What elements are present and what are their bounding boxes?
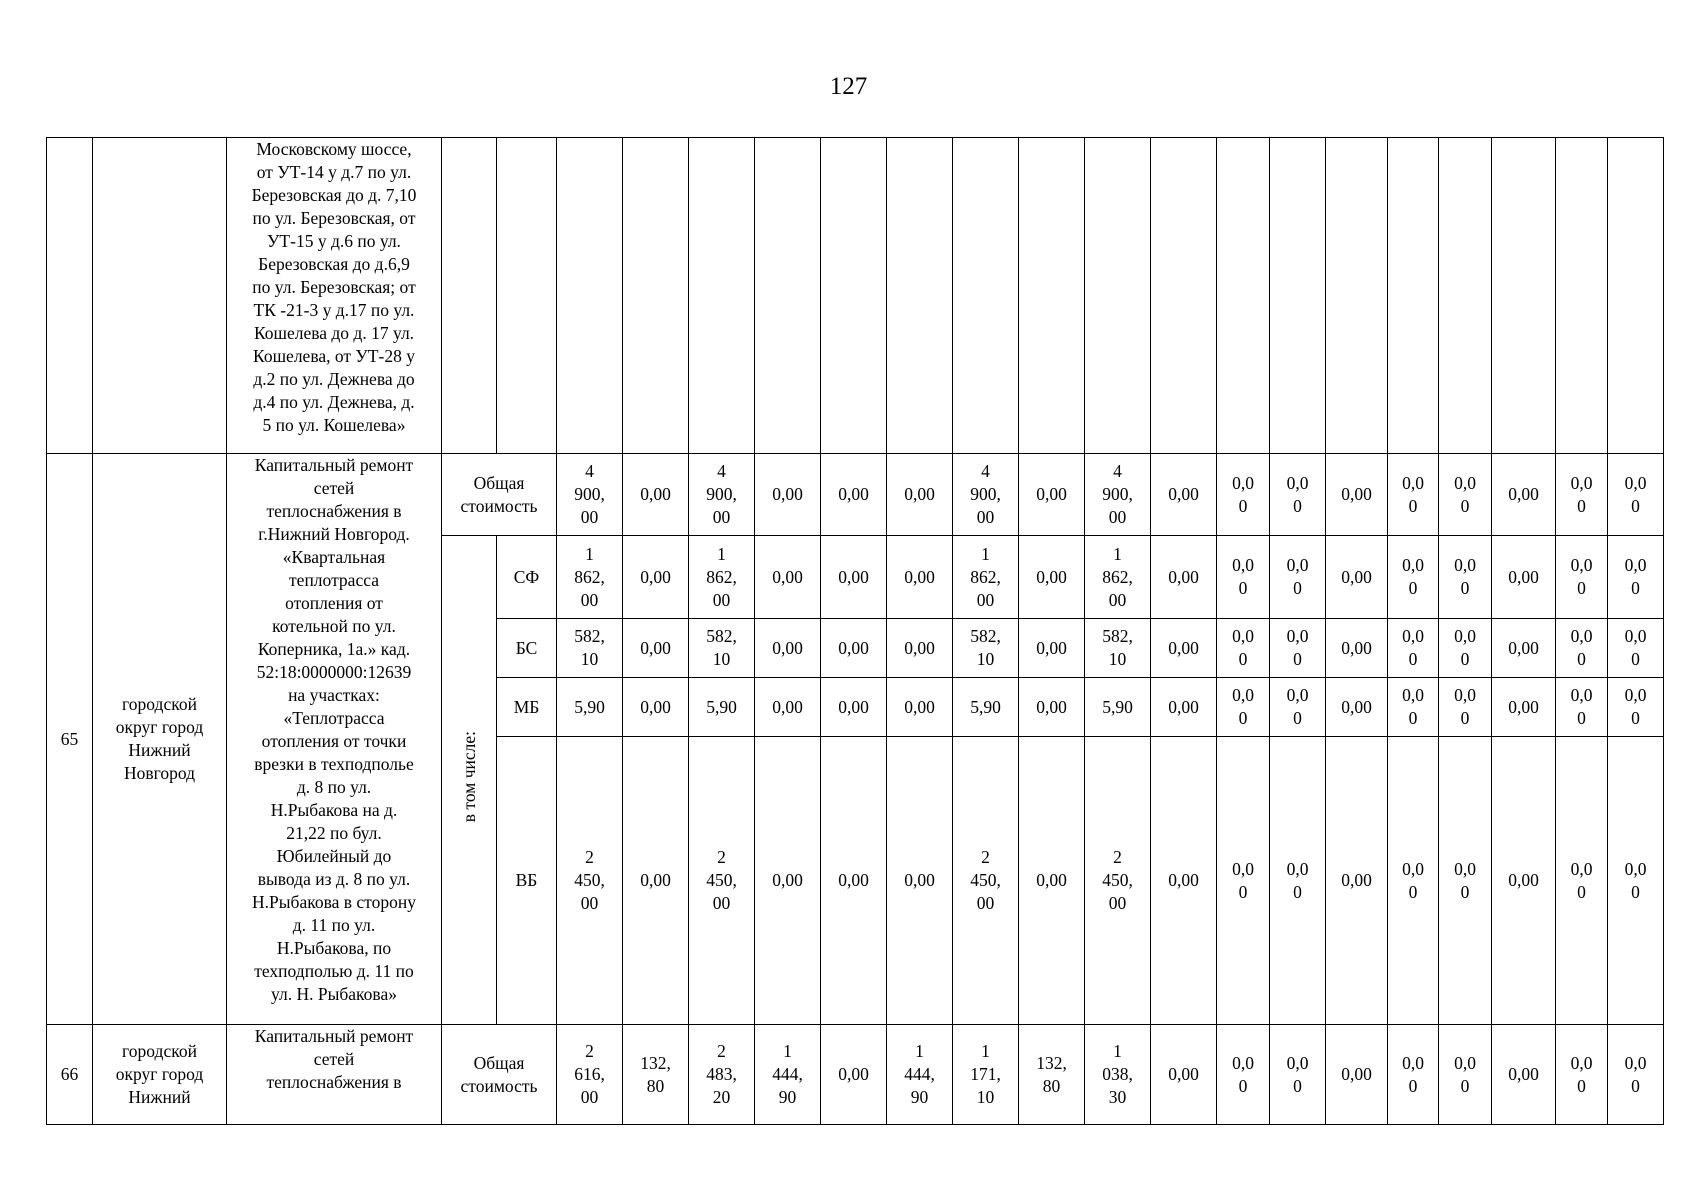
value-cell: 0,0 0 xyxy=(1608,678,1664,737)
value-cell: 0,0 0 xyxy=(1217,678,1270,737)
value-cell: 4 900, 00 xyxy=(953,454,1019,536)
value-cell: 0,0 0 xyxy=(1608,619,1664,678)
value-cell xyxy=(755,138,821,454)
value-cell: 2 450, 00 xyxy=(689,737,755,1025)
value-cell: 582, 10 xyxy=(557,619,623,678)
value-cell: 0,00 xyxy=(1151,619,1217,678)
value-cell: 0,0 0 xyxy=(1388,454,1439,536)
municipality-cell xyxy=(93,138,227,454)
value-cell xyxy=(623,138,689,454)
value-cell: 0,0 0 xyxy=(1388,619,1439,678)
value-cell: 0,0 0 xyxy=(1217,536,1270,619)
value-cell: 4 900, 00 xyxy=(557,454,623,536)
value-cell: 5,90 xyxy=(689,678,755,737)
value-cell: 0,00 xyxy=(1019,536,1085,619)
value-cell: 0,00 xyxy=(1326,737,1388,1025)
value-cell: 0,0 0 xyxy=(1608,737,1664,1025)
value-cell: 0,00 xyxy=(1151,1025,1217,1125)
value-cell: 0,0 0 xyxy=(1270,678,1326,737)
value-cell xyxy=(1151,138,1217,454)
value-cell: 0,0 0 xyxy=(1608,454,1664,536)
value-cell xyxy=(1270,138,1326,454)
value-cell: 0,00 xyxy=(1019,619,1085,678)
value-cell: 2 450, 00 xyxy=(953,737,1019,1025)
value-cell: 0,00 xyxy=(1151,737,1217,1025)
value-cell xyxy=(689,138,755,454)
value-cell: 0,00 xyxy=(755,454,821,536)
value-cell: 0,00 xyxy=(821,619,887,678)
page-number: 127 xyxy=(829,73,868,100)
source-label: МБ xyxy=(497,678,557,737)
row-number: 65 xyxy=(47,454,93,1025)
value-cell: 0,00 xyxy=(1326,1025,1388,1125)
value-cell: 0,0 0 xyxy=(1556,619,1608,678)
value-cell: 0,0 0 xyxy=(1439,454,1492,536)
value-cell: 0,0 0 xyxy=(1608,1025,1664,1125)
description-cell: Капитальный ремонт сетей теплоснабжения в г.Нижний Новгород. «Квартальная теплотрасса отопления от котельной по ул. Коперника, 1а.» кад. 52:18:0000000:12639 на участках: «Теплотрасса отопления от точки врезки в техподполье д. 8 по ул. Н.Рыбакова на д. 21,22 по бул. Юбилейный до вывода из д. 8 по ул. Н.Рыбакова в сторону д. 11 по ул. Н.Рыбакова, по техподполью д. 11 по ул. Н. Рыбакова» xyxy=(227,454,442,1025)
value-cell: 1 862, 00 xyxy=(557,536,623,619)
value-cell: 0,0 0 xyxy=(1388,536,1439,619)
budget-table xyxy=(46,137,1664,1125)
source-label: СФ xyxy=(497,536,557,619)
value-cell: 0,00 xyxy=(623,536,689,619)
value-cell: 0,00 xyxy=(1492,454,1556,536)
value-cell: 0,0 0 xyxy=(1217,737,1270,1025)
value-cell: 0,00 xyxy=(623,678,689,737)
value-cell: 0,0 0 xyxy=(1556,737,1608,1025)
value-cell: 0,00 xyxy=(1019,737,1085,1025)
including-label: в том числе: xyxy=(459,731,479,823)
value-cell: 0,00 xyxy=(1151,678,1217,737)
municipality-cell: городской округ город Нижний xyxy=(93,1025,227,1125)
value-cell: 0,0 0 xyxy=(1439,678,1492,737)
value-cell: 132, 80 xyxy=(1019,1025,1085,1125)
value-cell: 582, 10 xyxy=(953,619,1019,678)
value-cell: 0,00 xyxy=(1326,678,1388,737)
total-cost-label: Общая стоимость xyxy=(442,454,557,536)
including-label-cell xyxy=(442,536,497,1025)
value-cell: 582, 10 xyxy=(689,619,755,678)
value-cell: 0,0 0 xyxy=(1270,454,1326,536)
value-cell: 2 483, 20 xyxy=(689,1025,755,1125)
value-cell: 0,00 xyxy=(755,678,821,737)
value-cell: 1 444, 90 xyxy=(887,1025,953,1125)
value-cell: 0,00 xyxy=(1326,536,1388,619)
value-cell: 0,0 0 xyxy=(1388,678,1439,737)
value-cell xyxy=(1492,138,1556,454)
value-cell: 0,0 0 xyxy=(1388,1025,1439,1125)
value-cell: 0,00 xyxy=(1151,454,1217,536)
value-cell: 0,0 0 xyxy=(1608,536,1664,619)
value-cell xyxy=(953,138,1019,454)
table-row-continuation xyxy=(47,138,1664,454)
value-cell: 0,0 0 xyxy=(1270,737,1326,1025)
value-cell: 0,0 0 xyxy=(1217,619,1270,678)
table-row-66-total xyxy=(47,1025,1664,1125)
value-cell: 0,00 xyxy=(623,619,689,678)
source-label-cell xyxy=(497,138,557,454)
value-cell: 0,0 0 xyxy=(1439,1025,1492,1125)
value-cell xyxy=(1085,138,1151,454)
value-cell: 0,00 xyxy=(887,536,953,619)
value-cell: 0,00 xyxy=(821,536,887,619)
value-cell: 0,00 xyxy=(1151,536,1217,619)
value-cell xyxy=(887,138,953,454)
value-cell: 5,90 xyxy=(557,678,623,737)
value-cell: 1 038, 30 xyxy=(1085,1025,1151,1125)
value-cell: 0,0 0 xyxy=(1556,1025,1608,1125)
description-cell: Капитальный ремонт сетей теплоснабжения в xyxy=(227,1025,442,1125)
total-cost-label: Общая стоимость xyxy=(442,1025,557,1125)
value-cell: 0,00 xyxy=(1019,678,1085,737)
value-cell: 0,00 xyxy=(887,454,953,536)
value-cell: 0,00 xyxy=(1019,454,1085,536)
value-cell: 0,00 xyxy=(1492,619,1556,678)
value-cell: 1 862, 00 xyxy=(689,536,755,619)
value-cell: 0,00 xyxy=(755,536,821,619)
value-cell xyxy=(1439,138,1492,454)
num-cell xyxy=(47,138,93,454)
value-cell xyxy=(1019,138,1085,454)
value-cell: 0,00 xyxy=(821,737,887,1025)
value-cell: 0,00 xyxy=(821,678,887,737)
value-cell: 0,00 xyxy=(623,737,689,1025)
value-cell xyxy=(1388,138,1439,454)
value-cell: 0,00 xyxy=(821,1025,887,1125)
value-cell xyxy=(1326,138,1388,454)
value-cell: 2 616, 00 xyxy=(557,1025,623,1125)
value-cell: 0,0 0 xyxy=(1270,1025,1326,1125)
value-cell: 0,0 0 xyxy=(1388,737,1439,1025)
value-cell: 0,00 xyxy=(623,454,689,536)
value-cell: 0,00 xyxy=(1326,454,1388,536)
value-cell: 0,0 0 xyxy=(1217,454,1270,536)
value-cell: 5,90 xyxy=(1085,678,1151,737)
value-cell xyxy=(557,138,623,454)
value-cell xyxy=(821,138,887,454)
value-cell: 0,0 0 xyxy=(1439,619,1492,678)
value-cell: 2 450, 00 xyxy=(557,737,623,1025)
value-cell: 0,0 0 xyxy=(1556,454,1608,536)
value-cell xyxy=(1217,138,1270,454)
value-cell: 1 862, 00 xyxy=(1085,536,1151,619)
value-cell: 1 171, 10 xyxy=(953,1025,1019,1125)
value-cell: 0,0 0 xyxy=(1270,536,1326,619)
source-label: БС xyxy=(497,619,557,678)
value-cell: 2 450, 00 xyxy=(1085,737,1151,1025)
value-cell: 0,00 xyxy=(1492,678,1556,737)
value-cell xyxy=(1608,138,1664,454)
value-cell: 4 900, 00 xyxy=(689,454,755,536)
table-row-65-total xyxy=(47,454,1664,536)
value-cell: 0,0 0 xyxy=(1439,536,1492,619)
value-cell: 0,00 xyxy=(1492,1025,1556,1125)
source-label: ВБ xyxy=(497,737,557,1025)
value-cell: 1 862, 00 xyxy=(953,536,1019,619)
value-cell: 1 444, 90 xyxy=(755,1025,821,1125)
value-cell: 0,0 0 xyxy=(1439,737,1492,1025)
value-cell: 0,00 xyxy=(755,737,821,1025)
value-cell: 0,0 0 xyxy=(1556,536,1608,619)
row-number: 66 xyxy=(47,1025,93,1125)
value-cell: 0,00 xyxy=(887,678,953,737)
value-cell: 0,00 xyxy=(821,454,887,536)
source-cell xyxy=(442,138,497,454)
value-cell: 0,00 xyxy=(1492,737,1556,1025)
value-cell: 5,90 xyxy=(953,678,1019,737)
value-cell: 0,0 0 xyxy=(1270,619,1326,678)
value-cell xyxy=(1556,138,1608,454)
value-cell: 0,00 xyxy=(1492,536,1556,619)
value-cell: 0,00 xyxy=(1326,619,1388,678)
value-cell: 0,0 0 xyxy=(1556,678,1608,737)
value-cell: 0,00 xyxy=(755,619,821,678)
value-cell: 582, 10 xyxy=(1085,619,1151,678)
description-cell: Московскому шоссе, от УТ-14 у д.7 по ул. Березовская до д. 7,10 по ул. Березовская, от УТ-15 у д.6 по ул. Березовская до д.6,9 по ул. Березовская; от ТК -21-3 у д.17 по ул. Кошелева до д. 17 ул. Кошелева, от УТ-28 у д.2 по ул. Дежнева до д.4 по ул. Дежнева, д. 5 по ул. Кошелева» xyxy=(227,138,442,454)
municipality-cell: городской округ город Нижний Новгород xyxy=(93,454,227,1025)
value-cell: 0,00 xyxy=(887,619,953,678)
value-cell: 132, 80 xyxy=(623,1025,689,1125)
value-cell: 0,00 xyxy=(887,737,953,1025)
value-cell: 0,0 0 xyxy=(1217,1025,1270,1125)
value-cell: 4 900, 00 xyxy=(1085,454,1151,536)
